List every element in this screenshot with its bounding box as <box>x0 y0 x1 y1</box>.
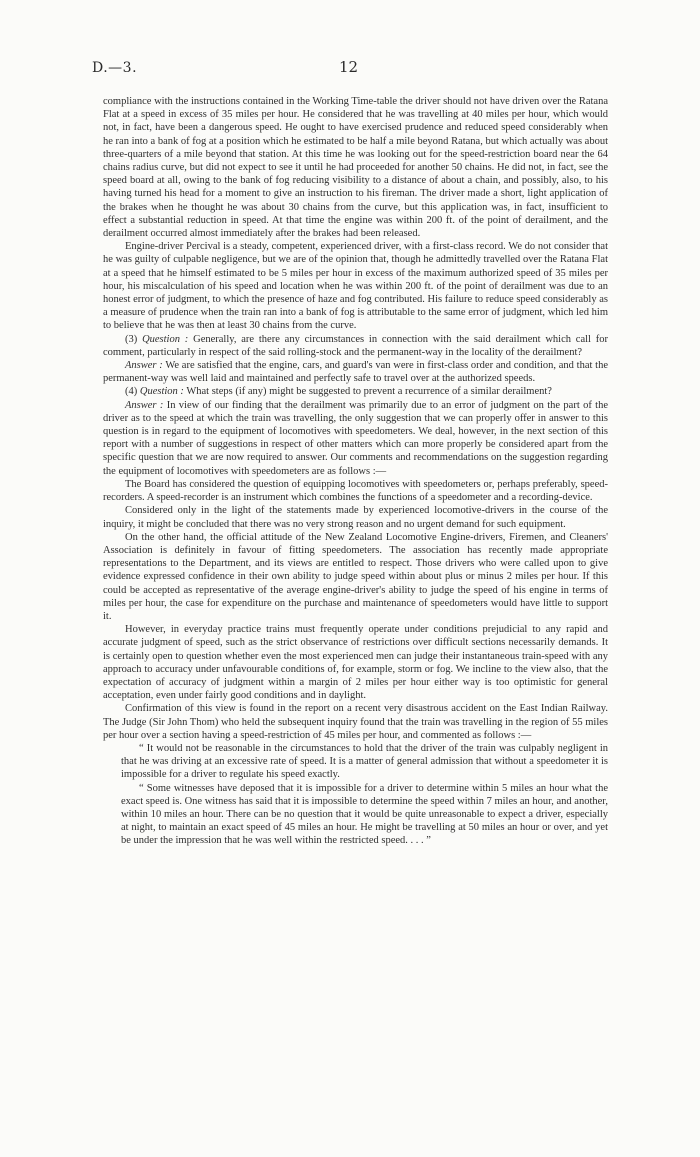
document-body <box>103 95 608 848</box>
paragraph: Considered only in the light of the statements made by experienced locomotive-drivers in the course of the inquiry, it might be concluded that there was no very strong reason and no urgent demand for such equipment. <box>103 505 608 530</box>
paragraph: compliance with the instructions contained in the Working Time-table the driver should not have driven over the Ratana Flat at a speed in excess of 35 miles per hour. He considered that he was travelling at 40 miles per hour, which would not, in fact, have been a dangerous speed. He ought to have exercised prudence and reduced speed considerably when he ran into a bank of fog at a position which he estimated to be half a mile beyond Ratana, but which actually was about three-quarters of a mile beyond that station. At this time he was looking out for the speed-restriction board near the 64 chains radius curve, but did not expect to see it until he had proceeded for another 50 chains. He did not, in fact, see the speed board at all, owing to the bank of fog reducing visibility to a distance of about a chain, and possibly, also, to his having turned his head for a moment to give an instruction to his fireman. The driver made a short, light application of the brakes when he thought he was about 30 chains from the curve, but this application was, in fact, insufficient to effect a substantial reduction in speed. At that time the engine was within 200 ft. of the point of derailment, and the derailment occurred almost immediately after the brakes had been released. <box>103 96 608 240</box>
question-number: (3) <box>125 333 143 345</box>
quote-paragraph: “ Some witnesses have deposed that it is impossible for a driver to determine within 5 miles an hour what the exact speed is. One witness has said that it is impossible to determine the speed within 7 miles an hour, and another, within 10 miles an hour. There can be no question that it would be quite unreasonable to expect a driver, especially at night, to maintain an exact speed of 45 miles an hour. He might be travelling at 50 miles an hour or over, and yet be under the impression that he was well within the restricted speed. . . . ” <box>121 782 608 847</box>
answer-paragraph <box>103 399 608 478</box>
question-text: Generally, are there any circumstances in connection with the said derailment which call for comment, particularly in respect of the said rolling-stock and the permanent-way in the locality of the derailment? <box>103 333 609 358</box>
question-text: What steps (if any) might be suggested to prevent a recurrence of a similar derailment? <box>186 386 552 398</box>
paragraph: On the other hand, the official attitude of the New Zealand Locomotive Engine-drivers, Firemen, and Cleaners' Association is definitely in favour of fitting speedometers. The association has recently made appropriate representations to the Department, and its views are entitled to respect. Those drivers who were called upon to give evidence expressed confidence in their own ability to judge speed within about plus or minus 2 miles per hour. If this could be accepted as representative of the average engine-driver's ability to judge the speed of his engine in terms of miles per hour, the case for expenditure on the purchase and maintenance of speedometers would have little to support it. <box>103 531 608 622</box>
answer-paragraph <box>103 359 608 385</box>
answer-text: In view of our finding that the derailment was primarily due to an error of judgment on the part of the driver as to the speed at which the train was travelling, the only suggestion that we can properly offer in answer to this question is in regard to the equipment of locomotives with speedometers. We deal, however, in the next section of this report with a number of suggestions in respect of other matters which can more properly be considered apart from the specific question that we are now required to answer. Our comments and recommendations on the suggestion regarding the equipment of locomotives with speedometers are as follows :— <box>103 399 608 477</box>
paragraph: Confirmation of this view is found in the report on a recent very disastrous accident on the East Indian Railway. The Judge (Sir John Thom) who held the subsequent inquiry found that the train was travelling in the region of 55 miles per hour over a section having a speed-restriction of 45 miles per hour, and commented as follows :— <box>103 703 608 741</box>
quote-paragraph: “ It would not be reasonable in the circumstances to hold that the driver of the train was culpably negligent in that he was driving at an excessive rate of speed. It is a matter of general admission that without a speedometer it is impossible for a driver to regulate his speed exactly. <box>121 742 608 781</box>
block-quote <box>121 742 608 848</box>
paragraph: The Board has considered the question of equipping locomotives with speedometers or, perhaps preferably, speed-recorders. A speed-recorder is an instrument which combines the functions of a speedometer and a recording-device. <box>103 478 608 504</box>
question-label: Question : <box>139 386 184 398</box>
question-paragraph <box>103 333 608 359</box>
document-reference: D.—3. <box>92 60 138 76</box>
page-number: 12 <box>339 58 359 76</box>
question-label: Question : <box>142 333 189 345</box>
answer-label: Answer : <box>125 399 164 411</box>
paragraph: Engine-driver Percival is a steady, competent, experienced driver, with a first-class record. We do not consider that he was guilty of culpable negligence, but we are of the opinion that, though he admittedly travelled over the Ratana Flat at a speed that he himself estimated to be 5 miles per hour in excess of the maximum authorized speed of 35 miles per hour, his miscalculation of his speed and location when he was within 200 ft. of the point of derailment was due to an honest error of judgment, to which the presence of haze and fog contributed. His failure to reduce speed considerably as a measure of prudence when the train ran into a bank of fog is attributable to the same error of judgment, which led him to believe that he was then at least 30 chains from the curve. <box>103 241 608 332</box>
paragraph: However, in everyday practice trains must frequently operate under conditions prejudicial to any rapid and accurate judgment of speed, such as the strict observance of restrictions over difficult sections necessarily demands. It is certainly open to question whether even the most experienced men can judge their instantaneous train-speed with any approach to accuracy under unfavourable conditions of, for example, storm or fog. We incline to the view also, that the expectation of accuracy of judgment within a margin of 2 miles per hour either way is too optimistic for general acceptation, even under fairly good conditions and in daylight. <box>103 624 608 702</box>
answer-text: We are satisfied that the engine, cars, and guard's van were in first-class order and condition, and that the permanent-way was well laid and maintained and perfectly safe to travel over at the authorized speeds. <box>103 360 608 385</box>
answer-label: Answer : <box>125 360 163 372</box>
question-paragraph <box>103 385 608 398</box>
question-number: (4) <box>125 386 140 398</box>
